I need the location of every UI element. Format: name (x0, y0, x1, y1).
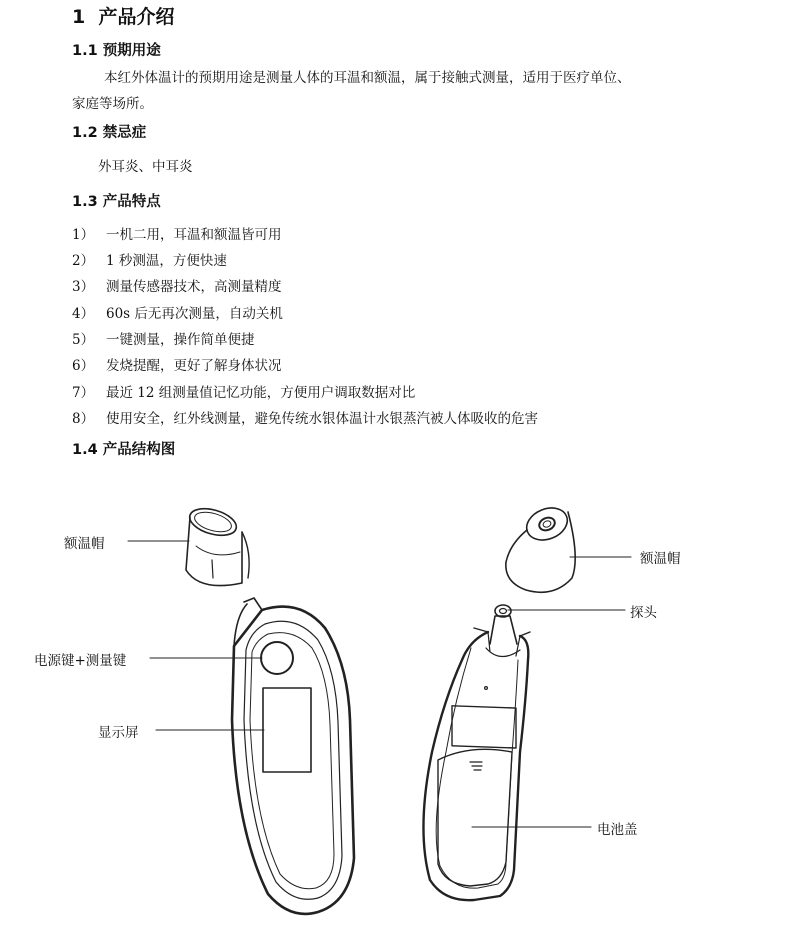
list-item: 2） 1 秒测温，方便快速 (72, 253, 227, 269)
label-forehead-cap-right: 额温帽 (640, 551, 681, 567)
label-forehead-cap-left: 额温帽 (64, 536, 105, 552)
heading-structure: 1.4 产品结构图 (72, 442, 176, 458)
heading-features: 1.3 产品特点 (72, 194, 161, 210)
list-item: 3） 测量传感器技术，高测量精度 (72, 279, 282, 295)
power-button (261, 642, 293, 674)
list-item: 7） 最近 12 组测量值记忆功能，方便用户调取数据对比 (72, 385, 416, 401)
label-display: 显示屏 (98, 725, 139, 741)
section-title: 1 产品介绍 (72, 6, 175, 28)
display-screen (263, 688, 311, 772)
list-item: 6） 发烧提醒，更好了解身体状况 (72, 358, 282, 374)
intended-use-line-1: 本红外体温计的预期用途是测量人体的耳温和额温，属于接触式测量，适用于医疗单位、 (104, 70, 631, 86)
list-item: 8） 使用安全，红外线测量，避免传统水银体温计水银蒸汽被人体吸收的危害 (72, 411, 538, 427)
label-battery-cover: 电池盖 (597, 822, 638, 838)
heading-intended-use: 1.1 预期用途 (72, 43, 161, 59)
list-item: 1） 一机二用，耳温和额温皆可用 (72, 227, 282, 243)
forehead-cap-left (186, 504, 249, 586)
forehead-cap-right (506, 502, 575, 592)
intended-use-line-2: 家庭等场所。 (72, 96, 153, 112)
heading-contraindications: 1.2 禁忌症 (72, 125, 147, 141)
thermometer-front (232, 598, 354, 914)
label-power-button: 电源键+测量键 (34, 653, 127, 669)
label-probe: 探头 (630, 605, 657, 621)
list-item: 5） 一键测量，操作简单便捷 (72, 332, 255, 348)
thermometer-back (423, 605, 530, 900)
contraindications-text: 外耳炎、中耳炎 (98, 159, 193, 175)
list-item: 4） 60s 后无再次测量，自动关机 (72, 306, 283, 322)
